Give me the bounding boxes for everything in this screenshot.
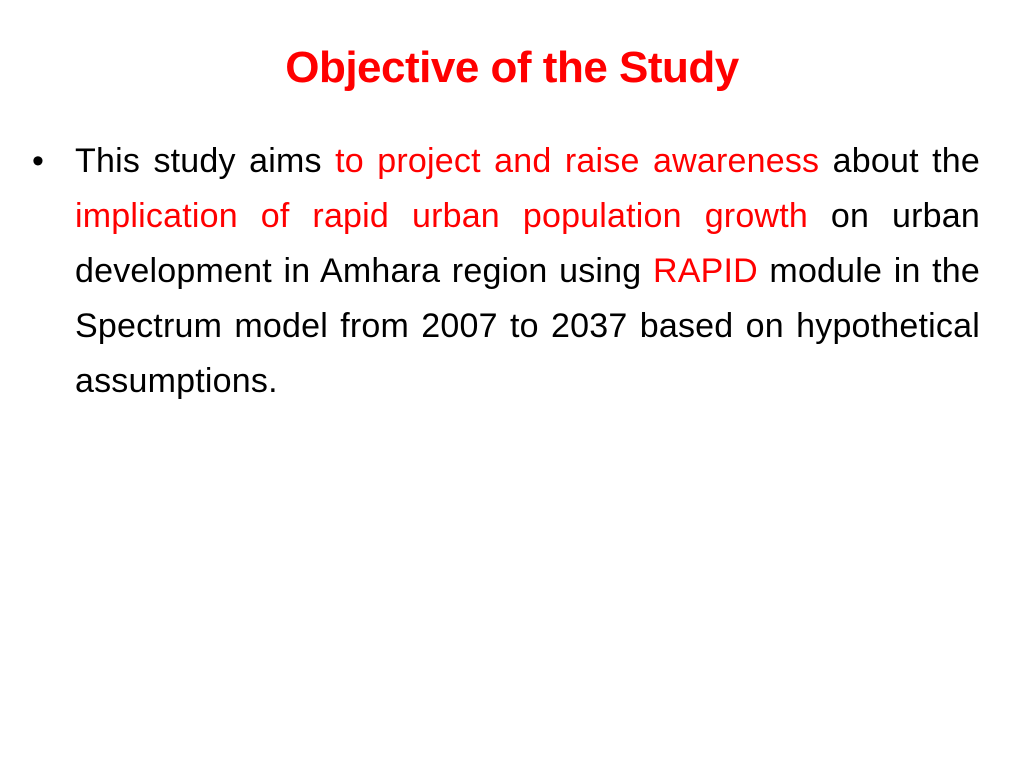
slide-body — [30, 134, 980, 409]
bullet-text-highlight: to project and raise awareness — [335, 142, 820, 180]
bullet-text-plain: module in the Spectrum model from 2007 to 2037 based on hypothetical assumptions. — [75, 252, 980, 400]
bullet-icon: • — [32, 142, 45, 180]
bullet-text-plain: on urban development in Amhara region using — [75, 197, 980, 290]
bullet-text-plain: about the — [819, 142, 980, 180]
bullet-text-highlight: implication of rapid urban population growth — [75, 197, 808, 235]
slide-title: Objective of the Study — [285, 43, 739, 92]
bullet-text-plain: This study aims — [75, 142, 336, 180]
bullet-item — [30, 134, 980, 409]
bullet-text-highlight: RAPID — [652, 252, 758, 290]
